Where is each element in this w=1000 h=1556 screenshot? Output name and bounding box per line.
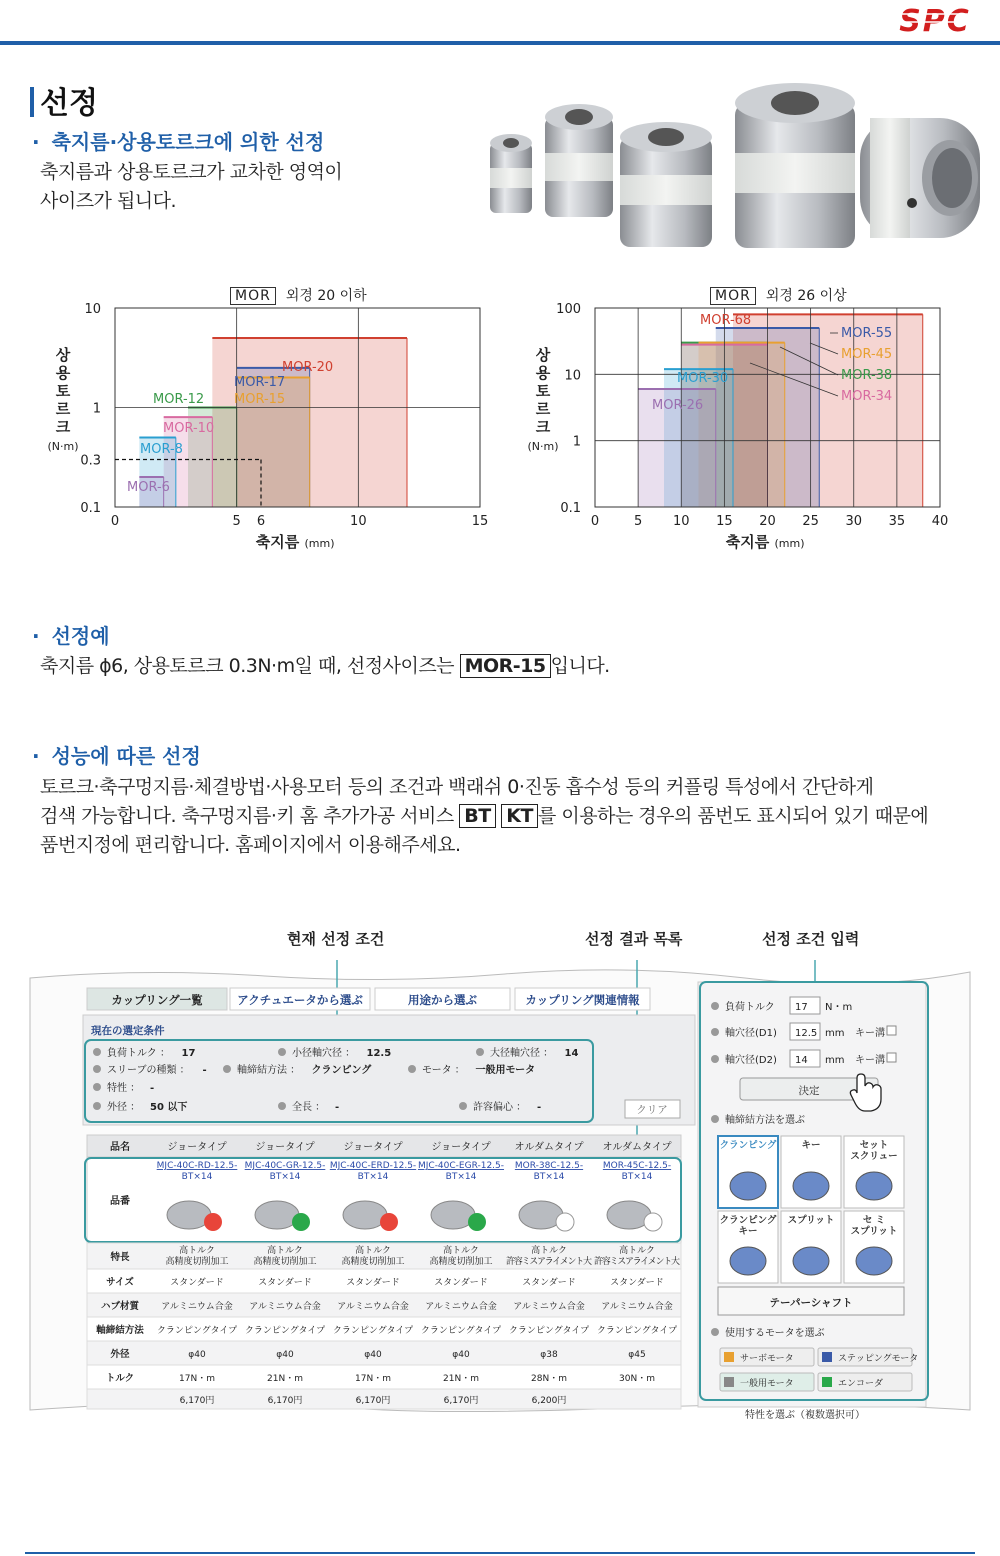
motor-label-0: サーボモータ <box>740 1354 794 1364</box>
y-axis-label-char: 상 <box>55 346 71 364</box>
parts-label: 品番 <box>110 1196 130 1207</box>
series-label-mor-8: MOR-8 <box>140 442 183 457</box>
motor-icon-0 <box>724 1352 734 1362</box>
cell-0-1-1: 高精度切削加工 <box>253 1257 317 1267</box>
cell-2-1-0: アルミニウム合金 <box>249 1302 321 1312</box>
footer-rule <box>25 1552 975 1554</box>
cell-4-2-0: φ40 <box>364 1350 382 1360</box>
bullet-heading-3: · 성능에 따른 선정 <box>32 744 201 768</box>
cell-0-3-0: 高トルク <box>443 1246 479 1256</box>
cell-0-3-1: 高精度切削加工 <box>429 1257 493 1267</box>
y-axis-label-char: 르 <box>535 400 551 418</box>
part-gear-2 <box>380 1213 398 1231</box>
motor-icon-1 <box>822 1352 832 1362</box>
cond-label-9: 許容偏心 ： <box>473 1102 527 1113</box>
x-tick-label: 10 <box>350 514 367 529</box>
cond-value-9: - <box>537 1102 542 1113</box>
tab-label-1: アクチュエータから選ぶ <box>237 993 363 1007</box>
cond-label-3: スリーブの種類 ： <box>107 1065 190 1076</box>
row-label-4: 外径 <box>110 1349 130 1360</box>
x-tick-label: 5 <box>232 514 241 529</box>
series-label-mor-26: MOR-26 <box>652 398 704 413</box>
cell-5-3-0: 21N・m <box>443 1374 479 1384</box>
cell-0-5-1: 許容ミスアライメント大 <box>594 1257 680 1267</box>
cond-value-0: 17 <box>181 1048 196 1059</box>
cell-0-0-0: 高トルク <box>179 1246 215 1256</box>
y-axis-label-char: 용 <box>535 364 551 382</box>
method-image-1 <box>793 1172 829 1200</box>
y-tick-label: 0.1 <box>560 501 581 516</box>
method-label-3-0: クランピング <box>719 1215 777 1226</box>
side-key-d2: キー溝 <box>855 1055 885 1066</box>
cell-2-2-0: アルミニウム合金 <box>337 1302 409 1312</box>
series-label-mor-15: MOR-15 <box>234 392 286 407</box>
cell-0-5-0: 高トルク <box>619 1246 655 1256</box>
th-type-5: オルダムタイプ <box>602 1142 672 1153</box>
x-axis-label: 축지름 <box>725 533 770 551</box>
y-axis-label-char: 토 <box>535 382 551 400</box>
y-tick-label: 0.3 <box>80 453 101 469</box>
x-tick-label: 40 <box>931 514 949 529</box>
side-icon <box>711 1002 719 1010</box>
x-tick-label: 15 <box>716 514 733 529</box>
bullet-heading-1: · 축지름·상용토르크에 의한 선정 <box>32 130 325 154</box>
cond-label-5: モータ ： <box>422 1065 465 1076</box>
chart2-title-box: MOR <box>710 287 756 305</box>
b3-line3: 품번지정에 편리합니다. 홈페이지에서 이용해주세요. <box>40 834 461 856</box>
cond-icon <box>459 1102 467 1110</box>
cell-0-2-0: 高トルク <box>355 1246 391 1256</box>
coupling-product-photo <box>480 78 990 253</box>
cell-4-5-0: φ45 <box>628 1350 646 1360</box>
th-type-4: オルダムタイプ <box>514 1142 584 1153</box>
x-tick-label: 30 <box>845 514 863 529</box>
cond-icon <box>408 1065 416 1073</box>
y-tick-label: 1 <box>92 401 101 417</box>
part-number-b-3: BT×14 <box>445 1172 477 1182</box>
cell-4-3-0: φ40 <box>452 1350 470 1360</box>
part-gear-0 <box>204 1213 222 1231</box>
side-key-d1: キー溝 <box>855 1028 885 1039</box>
b3-line2-b: 를 이용하는 경우의 품번도 표시되어 있기 때문에 <box>537 805 929 827</box>
th-type-2: ジョータイプ <box>343 1142 403 1153</box>
part-image-2 <box>343 1201 387 1229</box>
y-tick-label: 10 <box>84 302 101 317</box>
cond-icon <box>93 1065 101 1073</box>
x-tick-label: 6 <box>256 514 266 529</box>
b2-text-before: 축지름 ϕ6, 상용토르크 0.3N·m일 때, 선정사이즈는 <box>40 655 460 677</box>
cond-icon <box>93 1083 101 1091</box>
motor-label-2: 一般用モータ <box>740 1379 794 1389</box>
taper-label: テーパーシャフト <box>769 1297 853 1309</box>
series-label-mor-10: MOR-10 <box>163 421 215 436</box>
selection-ui-screenshot <box>25 960 975 1420</box>
part-number-b-2: BT×14 <box>357 1172 389 1182</box>
part-number-b-0: BT×14 <box>181 1172 213 1182</box>
part-number-5[interactable]: MOR-45C-12.5- <box>602 1161 672 1171</box>
x-tick-label: 5 <box>633 514 643 529</box>
annotation-condition-input: 선정 조건 입력 <box>762 930 860 948</box>
y-axis-label-char: 상 <box>535 346 551 364</box>
svg-text:SPC: SPC <box>899 4 971 39</box>
cond-label-1: 小径軸穴径 ： <box>292 1048 356 1059</box>
cell-3-0-0: クランピングタイプ <box>156 1326 238 1336</box>
side-label-d1: 軸穴径(D1) <box>725 1028 777 1039</box>
cond-label-0: 負荷トルク ： <box>107 1048 170 1059</box>
motor-label-3: エンコーダ <box>838 1379 884 1389</box>
decide-label: 決定 <box>798 1085 820 1097</box>
part-number-4[interactable]: MOR-38C-12.5- <box>514 1161 584 1171</box>
chart-mor-large <box>510 285 980 555</box>
cell-1-0-0: スタンダード <box>170 1278 224 1288</box>
series-label-mor-20: MOR-20 <box>282 360 334 375</box>
series-label-mor-17: MOR-17 <box>234 375 286 390</box>
cond-title: 現在の選定条件 <box>91 1025 165 1037</box>
cell-2-3-0: アルミニウム合金 <box>425 1302 497 1312</box>
side-unit-d1: mm <box>825 1028 845 1039</box>
key-checkbox-d2[interactable] <box>887 1053 896 1062</box>
cell-1-3-0: スタンダード <box>434 1278 488 1288</box>
cond-icon <box>93 1048 101 1056</box>
cond-value-6: - <box>150 1083 155 1094</box>
cell-4-0-0: φ40 <box>188 1350 206 1360</box>
cond-icon <box>476 1048 484 1056</box>
y-tick-label: 10 <box>564 368 581 384</box>
cell-6-4-0: 6,200円 <box>531 1396 567 1406</box>
page-header <box>0 0 1000 46</box>
cell-5-5-0: 30N・m <box>619 1374 655 1384</box>
chart-mor-small <box>30 285 500 555</box>
bt-box: BT <box>459 804 495 828</box>
cell-0-4-1: 許容ミスアライメント大 <box>506 1257 592 1267</box>
part-gear-4 <box>556 1213 574 1231</box>
series-label-mor-68: MOR-68 <box>700 313 752 328</box>
cell-4-4-0: φ38 <box>540 1350 558 1360</box>
side-input-val-d2: 14 <box>795 1055 808 1066</box>
method-label-5-1: スプリット <box>850 1226 898 1237</box>
cond-value-1: 12.5 <box>366 1048 392 1059</box>
bullet-heading-2: · 선정예 <box>32 624 110 648</box>
chart1-svg <box>30 285 500 555</box>
th-type-1: ジョータイプ <box>255 1142 315 1153</box>
b3-line2 <box>40 802 980 831</box>
cell-1-4-0: スタンダード <box>522 1278 576 1288</box>
y-axis-unit: (N·m) <box>527 440 559 453</box>
method-title: 軸締結方法を選ぶ <box>725 1115 805 1126</box>
cond-icon <box>223 1065 231 1073</box>
th-type-3: ジョータイプ <box>431 1142 491 1153</box>
series-label-mor-12: MOR-12 <box>153 392 205 407</box>
cell-5-2-0: 17N・m <box>355 1374 391 1384</box>
side-label-t: 負荷トルク <box>725 1002 775 1013</box>
section-title-text: 선정 <box>40 86 98 121</box>
b2-heading: 선정예 <box>51 624 110 648</box>
chart2-title-text: 외경 26 이상 <box>765 288 847 304</box>
y-axis-label-char: 르 <box>55 400 71 418</box>
cond-label-2: 大径軸穴径 ： <box>490 1048 554 1059</box>
cell-0-1-0: 高トルク <box>267 1246 303 1256</box>
cell-0-2-1: 高精度切削加工 <box>341 1257 405 1267</box>
row-label-5: トルク <box>105 1373 135 1384</box>
cell-2-4-0: アルミニウム合金 <box>513 1302 585 1312</box>
part-number-1[interactable]: MJC-40C-GR-12.5- <box>244 1161 326 1171</box>
x-tick-label: 25 <box>802 514 819 529</box>
cell-3-5-0: クランピングタイプ <box>596 1326 678 1336</box>
method-image-3 <box>730 1247 766 1275</box>
cell-3-4-0: クランピングタイプ <box>508 1326 590 1336</box>
feature-title: 特性を選ぶ（複数選択可） <box>745 1410 865 1420</box>
section-title <box>30 78 98 122</box>
cell-6-1-0: 6,170円 <box>267 1396 303 1406</box>
chart1-title-box: MOR <box>230 287 276 305</box>
y-tick-label: 0.1 <box>80 501 101 516</box>
x-axis-label: 축지름 <box>255 533 300 551</box>
cell-6-0-0: 6,170円 <box>179 1396 215 1406</box>
cell-5-0-0: 17N・m <box>179 1374 215 1384</box>
series-label-mor-6: MOR-6 <box>127 480 170 495</box>
table-row-4 <box>87 1341 681 1365</box>
annotation-result-list: 선정 결과 목록 <box>585 930 683 948</box>
side-input-val-d1: 12.5 <box>795 1028 818 1039</box>
b2-size-box: MOR-15 <box>460 654 551 678</box>
annotation-current-conditions: 현재 선정 조건 <box>287 930 385 948</box>
spc-logo <box>890 2 980 40</box>
cond-value-8: - <box>335 1102 340 1113</box>
tab-label-0: カップリング一覧 <box>111 993 203 1007</box>
part-number-b-1: BT×14 <box>269 1172 301 1182</box>
cond-value-2: 14 <box>564 1048 579 1059</box>
cell-3-2-0: クランピングタイプ <box>332 1326 414 1336</box>
x-axis-unit: (mm) <box>774 537 805 550</box>
cond-label-7: 外径 ： <box>107 1102 141 1113</box>
cond-icon <box>278 1048 286 1056</box>
series-label-mor-30: MOR-30 <box>677 371 729 386</box>
kt-box: KT <box>501 804 538 828</box>
motor-icon-3 <box>822 1377 832 1387</box>
cell-1-1-0: スタンダード <box>258 1278 312 1288</box>
cond-icon <box>278 1102 286 1110</box>
method-image-5 <box>856 1247 892 1275</box>
method-label-2-0: セット <box>859 1140 889 1151</box>
tab-label-2: 用途から選ぶ <box>408 993 477 1007</box>
row-label-1: サイズ <box>106 1277 134 1288</box>
part-image-0 <box>167 1201 211 1229</box>
cell-2-0-0: アルミニウム合金 <box>161 1302 233 1312</box>
cond-value-3: - <box>202 1065 207 1076</box>
y-axis-label-char: 토 <box>55 382 71 400</box>
side-icon <box>711 1028 719 1036</box>
cond-value-5: 一般用モータ <box>475 1065 536 1076</box>
part-gear-5 <box>644 1213 662 1231</box>
cell-6-2-0: 6,170円 <box>355 1396 391 1406</box>
row-label-0: 特長 <box>110 1252 130 1263</box>
part-image-3 <box>431 1201 475 1229</box>
b2-text <box>40 652 610 681</box>
motor-icon-2 <box>724 1377 734 1387</box>
motor-title: 使用するモータを選ぶ <box>725 1328 825 1339</box>
method-image-0 <box>730 1172 766 1200</box>
cell-0-0-1: 高精度切削加工 <box>165 1257 229 1267</box>
cond-label-4: 軸締結方法 ： <box>237 1065 301 1076</box>
cell-1-5-0: スタンダード <box>610 1278 664 1288</box>
motor-label-1: ステッピングモータ <box>838 1354 919 1364</box>
side-input-val-t: 17 <box>795 1002 808 1013</box>
cell-4-1-0: φ40 <box>276 1350 294 1360</box>
y-tick-label: 1 <box>572 434 581 450</box>
y-axis-label-char: 크 <box>535 418 551 436</box>
part-number-2[interactable]: MJC-40C-ERD-12.5- <box>329 1161 417 1171</box>
y-axis-label-char: 용 <box>55 364 71 382</box>
b2-text-after: 입니다. <box>550 655 610 677</box>
x-axis-unit: (mm) <box>304 537 335 550</box>
part-number-3[interactable]: MJC-40C-EGR-12.5- <box>417 1161 505 1171</box>
method-image-2 <box>856 1172 892 1200</box>
title-bar <box>30 87 34 117</box>
b1-heading: 축지름·상용토르크에 의한 선정 <box>51 130 325 154</box>
y-axis-label-char: 크 <box>55 418 71 436</box>
side-unit-d2: mm <box>825 1055 845 1066</box>
x-tick-label: 0 <box>110 514 120 529</box>
th-name: 品名 <box>110 1142 130 1153</box>
part-number-b-4: BT×14 <box>533 1172 565 1182</box>
x-tick-label: 15 <box>471 514 489 529</box>
b3-text <box>40 773 980 860</box>
series-label-mor-38: MOR-38 <box>841 368 893 383</box>
cell-3-3-0: クランピングタイプ <box>420 1326 502 1336</box>
cond-label-8: 全長 ： <box>292 1102 326 1113</box>
series-label-mor-45: MOR-45 <box>841 347 893 362</box>
cell-5-4-0: 28N・m <box>531 1374 567 1384</box>
row-label-3: 軸締結方法 <box>96 1325 144 1336</box>
cell-2-5-0: アルミニウム合金 <box>601 1302 673 1312</box>
x-tick-label: 10 <box>672 514 690 529</box>
chart2-svg <box>510 285 980 555</box>
th-type-0: ジョータイプ <box>167 1142 227 1153</box>
cell-5-1-0: 21N・m <box>267 1374 303 1384</box>
cell-1-2-0: スタンダード <box>346 1278 400 1288</box>
header-rule <box>0 41 1000 45</box>
clear-label: クリア <box>636 1104 668 1116</box>
series-label-mor-55: MOR-55 <box>841 326 893 341</box>
cond-value-7: 50 以下 <box>150 1102 188 1113</box>
b1-text <box>40 158 342 216</box>
method-image-4 <box>793 1247 829 1275</box>
key-checkbox-d1[interactable] <box>887 1026 896 1035</box>
y-axis-unit: (N·m) <box>47 440 79 453</box>
cond-value-4: クランピング <box>311 1065 372 1076</box>
method-label-4-0: スプリット <box>787 1215 835 1226</box>
cond-icon <box>93 1102 101 1110</box>
chart1-title-text: 외경 20 이하 <box>285 288 367 304</box>
x-tick-label: 35 <box>888 514 906 529</box>
part-gear-1 <box>292 1213 310 1231</box>
cell-6-3-0: 6,170円 <box>443 1396 479 1406</box>
side-icon <box>711 1055 719 1063</box>
b1-line1: 축지름과 상용토르크가 교차한 영역이 <box>40 161 343 183</box>
b3-line2-a: 검색 가능합니다. 축구멍지름·키 홈 추가가공 서비스 <box>40 805 460 827</box>
part-number-0[interactable]: MJC-40C-RD-12.5- <box>156 1161 238 1171</box>
y-tick-label: 100 <box>556 302 581 317</box>
method-label-2-1: スクリュー <box>850 1151 898 1162</box>
series-label-mor-34: MOR-34 <box>841 389 893 404</box>
row-label-2: ハブ材質 <box>100 1301 140 1312</box>
b3-heading: 성능에 따른 선정 <box>51 744 201 768</box>
cell-0-4-0: 高トルク <box>531 1246 567 1256</box>
method-label-0-0: クランピング <box>719 1140 777 1151</box>
method-label-1-0: キー <box>801 1140 821 1151</box>
cell-3-1-0: クランピングタイプ <box>244 1326 326 1336</box>
part-number-b-5: BT×14 <box>621 1172 653 1182</box>
x-tick-label: 0 <box>590 514 600 529</box>
method-title-icon <box>711 1115 719 1123</box>
tab-label-3: カップリング関連情報 <box>525 993 640 1007</box>
part-image-1 <box>255 1201 299 1229</box>
side-unit-t: N・m <box>825 1002 853 1013</box>
method-label-3-1: キー <box>738 1226 758 1237</box>
b3-line1: 토르크·축구멍지름·체결방법·사용모터 등의 조건과 백래쉬 0·진동 흡수성 등의 커플링 특성에서 간단하게 <box>40 776 874 798</box>
motor-title-icon <box>711 1328 719 1336</box>
cond-label-6: 特性 ： <box>107 1083 141 1094</box>
x-tick-label: 20 <box>759 514 776 529</box>
b1-line2: 사이즈가 됩니다. <box>40 190 177 212</box>
part-gear-3 <box>468 1213 486 1231</box>
side-label-d2: 軸穴径(D2) <box>725 1055 777 1066</box>
method-label-5-0: セ ミ <box>862 1215 886 1226</box>
